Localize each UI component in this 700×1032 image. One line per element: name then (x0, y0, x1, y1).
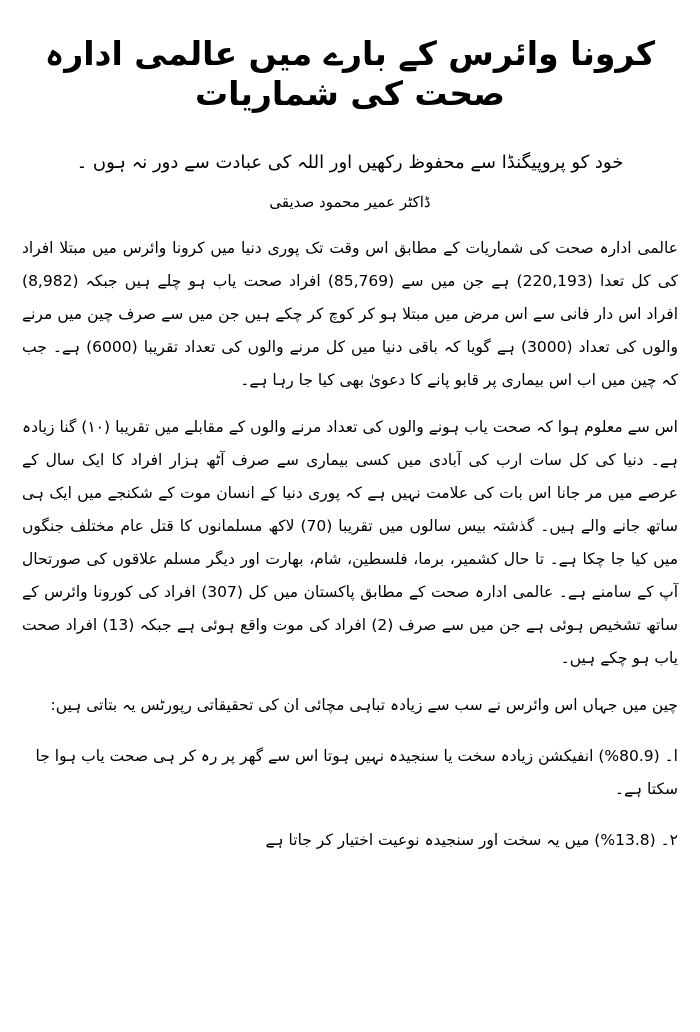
paragraph-comparison (22, 411, 678, 675)
paragraph-statistics (22, 232, 678, 397)
article-subtitle: خود کو پروپیگنڈا سے محفوظ رکھیں اور اللہ کی عبادت سے دور نہ ہوں ۔ (76, 152, 624, 174)
paragraph-china-intro: چین میں جہاں اس وائرس نے سب سے زیادہ تباہی مچائی ان کی تحقیقاتی رپورٹس یہ بتاتی ہیں: (50, 696, 678, 715)
paragraph-2-text: اس سے معلوم ہوا کہ صحت یاب ہونے والوں کی تعداد مرنے والوں کے مقابلے میں تقریبا (۱۰) گنا زیادہ ہے۔ دنیا کی کل سات ارب کی آبادی میں کسی بیماری سے صرف آٹھ ہزار افراد کا ایک سال کے عرصے میں مر جانا اس بات کی علامت نہیں ہے کہ پوری دنیا کے انسان موت کے شکنجے میں ایک ہی ساتھ جانے والے ہیں۔ گذشتہ بیس سالوں میں تقریبا (70) لاکھ مسلمانوں کا قتل عام مختلف جنگوں میں کیا جا چکا ہے۔ تا حال کشمیر، برما، فلسطین، شام، بھارت اور دیگر مسلم علاقوں کی صورتحال آپ کے سامنے ہے۔ عالمی ادارہ صحت کے مطابق پاکستان میں کل (307) افراد کی کورونا وائرس کے ساتھ تشخیص ہوئی ہے جن میں سے صرف (2) افراد کی موت واقع ہوئی ہے جبکہ (13) افراد صحت یاب ہو چکے ہیں۔ (22, 418, 679, 668)
author-name: ڈاکٹر عمیر محمود صدیقی (269, 192, 431, 211)
article-title: کرونا وائرس کے بارے میں عالمی ادارہ صحت کی شماریات (44, 34, 656, 113)
paragraph-1-text: عالمی ادارہ صحت کی شماریات کے مطابق اس وقت تک پوری دنیا میں کرونا وائرس میں مبتلا افراد کی کل تعدا (220,193) ہے جن میں سے (85,769) افراد صحت یاب ہو چلے ہیں جبکہ (8,982) افراد اس دار فانی سے اس مرض میں مبتلا ہو کر کوچ کر چکے ہیں جن میں سے صرف چین میں مرنے والوں کی تعداد (3000) ہے گویا کہ باقی دنیا میں کل مرنے والوں کی تعداد تقریبا (6000) ہے۔ جب کہ چین میں اب اس بیماری پر قابو پانے کا دعویٰ بھی کیا جا رہا ہے۔ (22, 239, 678, 390)
list-item-2: ۲۔ (13.8%) میں یہ سخت اور سنجیدہ نوعیت اختیار کر جاتا ہے (265, 831, 678, 850)
list-item-1: ا۔ (80.9%) انفیکشن زیادہ سخت یا سنجیدہ نہیں ہوتا اس سے گھر پر رہ کر ہی صحت یاب ہوا جا سکتا ہے۔ (35, 747, 678, 799)
